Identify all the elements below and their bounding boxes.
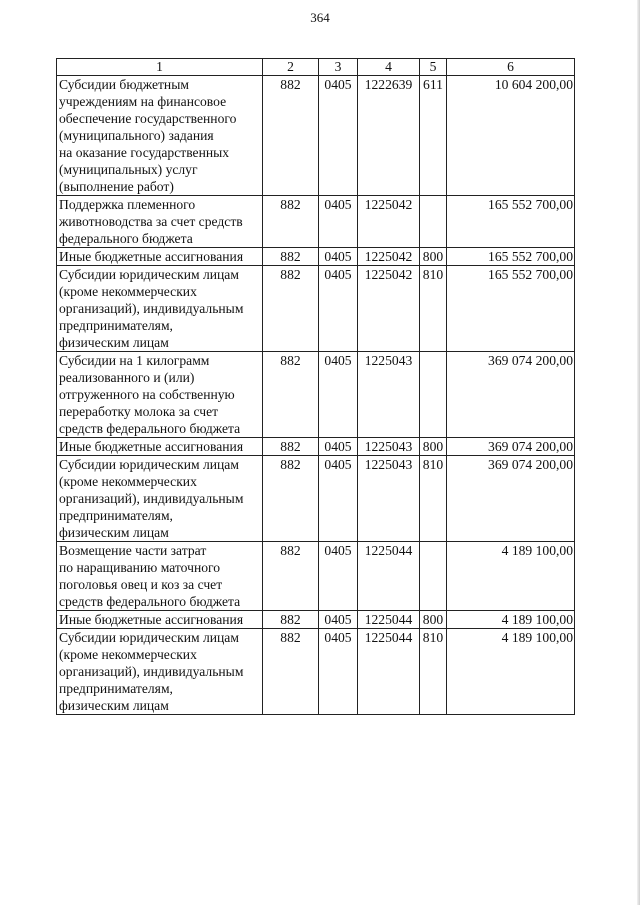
row-target-code: 1225044 [358,629,420,715]
row-amount: 369 074 200,00 [447,352,575,438]
row-expense-type: 800 [420,248,447,266]
row-target-code: 1225042 [358,248,420,266]
table-row [57,196,575,248]
row-admin-code: 882 [263,629,319,715]
row-section-code: 0405 [319,248,358,266]
header-col-1: 1 [57,59,263,76]
row-amount: 4 189 100,00 [447,611,575,629]
row-target-code: 1225042 [358,266,420,352]
row-name-cell [57,611,263,629]
row-target-code: 1225043 [358,352,420,438]
row-admin-code: 882 [263,266,319,352]
table-row [57,456,575,542]
table-row [57,248,575,266]
table-row [57,542,575,611]
row-section-code: 0405 [319,611,358,629]
row-name: Иные бюджетные ассигнования [59,612,244,627]
page-number: 364 [310,10,330,25]
row-section-code: 0405 [319,196,358,248]
row-name: Субсидии на 1 килограмм реализованного и (или) отгруженного на собственную переработку молока за счет средств федерального бюджета [59,353,241,436]
row-target-code: 1225044 [358,542,420,611]
row-expense-type [420,352,447,438]
row-amount: 10 604 200,00 [447,76,575,196]
row-amount: 369 074 200,00 [447,438,575,456]
row-amount: 4 189 100,00 [447,629,575,715]
row-name: Субсидии юридическим лицам (кроме некоммерческих организаций), индивидуальным предпринимателям, физическим лицам [59,630,244,713]
row-expense-type: 810 [420,629,447,715]
row-expense-type: 810 [420,266,447,352]
row-amount: 165 552 700,00 [447,248,575,266]
row-admin-code: 882 [263,76,319,196]
header-col-6: 6 [447,59,575,76]
row-section-code: 0405 [319,438,358,456]
row-name: Субсидии юридическим лицам (кроме некоммерческих организаций), индивидуальным предпринимателям, физическим лицам [59,267,244,350]
row-admin-code: 882 [263,352,319,438]
row-expense-type: 810 [420,456,447,542]
row-name-cell [57,629,263,715]
budget-table [56,58,575,715]
table-row [57,266,575,352]
table-header-row [57,59,575,76]
row-section-code: 0405 [319,76,358,196]
table-row [57,438,575,456]
row-admin-code: 882 [263,438,319,456]
row-name-cell [57,542,263,611]
row-admin-code: 882 [263,456,319,542]
row-name-cell [57,456,263,542]
row-section-code: 0405 [319,542,358,611]
row-section-code: 0405 [319,352,358,438]
row-admin-code: 882 [263,196,319,248]
row-expense-type: 611 [420,76,447,196]
row-admin-code: 882 [263,611,319,629]
row-section-code: 0405 [319,456,358,542]
row-target-code: 1225042 [358,196,420,248]
header-col-5: 5 [420,59,447,76]
row-name: Субсидии бюджетным учреждениям на финансовое обеспечение государственного (муниципального) задания на оказание государственных (муниципальных) услуг (выполнение работ) [59,77,237,194]
row-target-code: 1225044 [358,611,420,629]
row-expense-type [420,542,447,611]
row-name-cell [57,196,263,248]
row-name-cell [57,248,263,266]
table-row [57,611,575,629]
row-name-cell [57,266,263,352]
row-name-cell [57,352,263,438]
header-col-4: 4 [358,59,420,76]
row-target-code: 1225043 [358,456,420,542]
row-name-cell [57,76,263,196]
row-amount: 4 189 100,00 [447,542,575,611]
row-amount: 165 552 700,00 [447,266,575,352]
row-name: Поддержка племенного животноводства за счет средств федерального бюджета [59,197,243,246]
row-section-code: 0405 [319,629,358,715]
table-row [57,352,575,438]
row-amount: 369 074 200,00 [447,456,575,542]
row-expense-type [420,196,447,248]
row-target-code: 1225043 [358,438,420,456]
row-name: Возмещение части затрат по наращиванию маточного поголовья овец и коз за счет средств федерального бюджета [59,543,241,609]
row-name-cell [57,438,263,456]
row-admin-code: 882 [263,542,319,611]
header-col-2: 2 [263,59,319,76]
row-expense-type: 800 [420,438,447,456]
table-row [57,629,575,715]
row-section-code: 0405 [319,266,358,352]
row-target-code: 1222639 [358,76,420,196]
row-admin-code: 882 [263,248,319,266]
row-name: Иные бюджетные ассигнования [59,439,244,454]
row-amount: 165 552 700,00 [447,196,575,248]
header-col-3: 3 [319,59,358,76]
table-row [57,76,575,196]
row-name: Субсидии юридическим лицам (кроме некоммерческих организаций), индивидуальным предпринимателям, физическим лицам [59,457,244,540]
row-expense-type: 800 [420,611,447,629]
row-name: Иные бюджетные ассигнования [59,249,244,264]
